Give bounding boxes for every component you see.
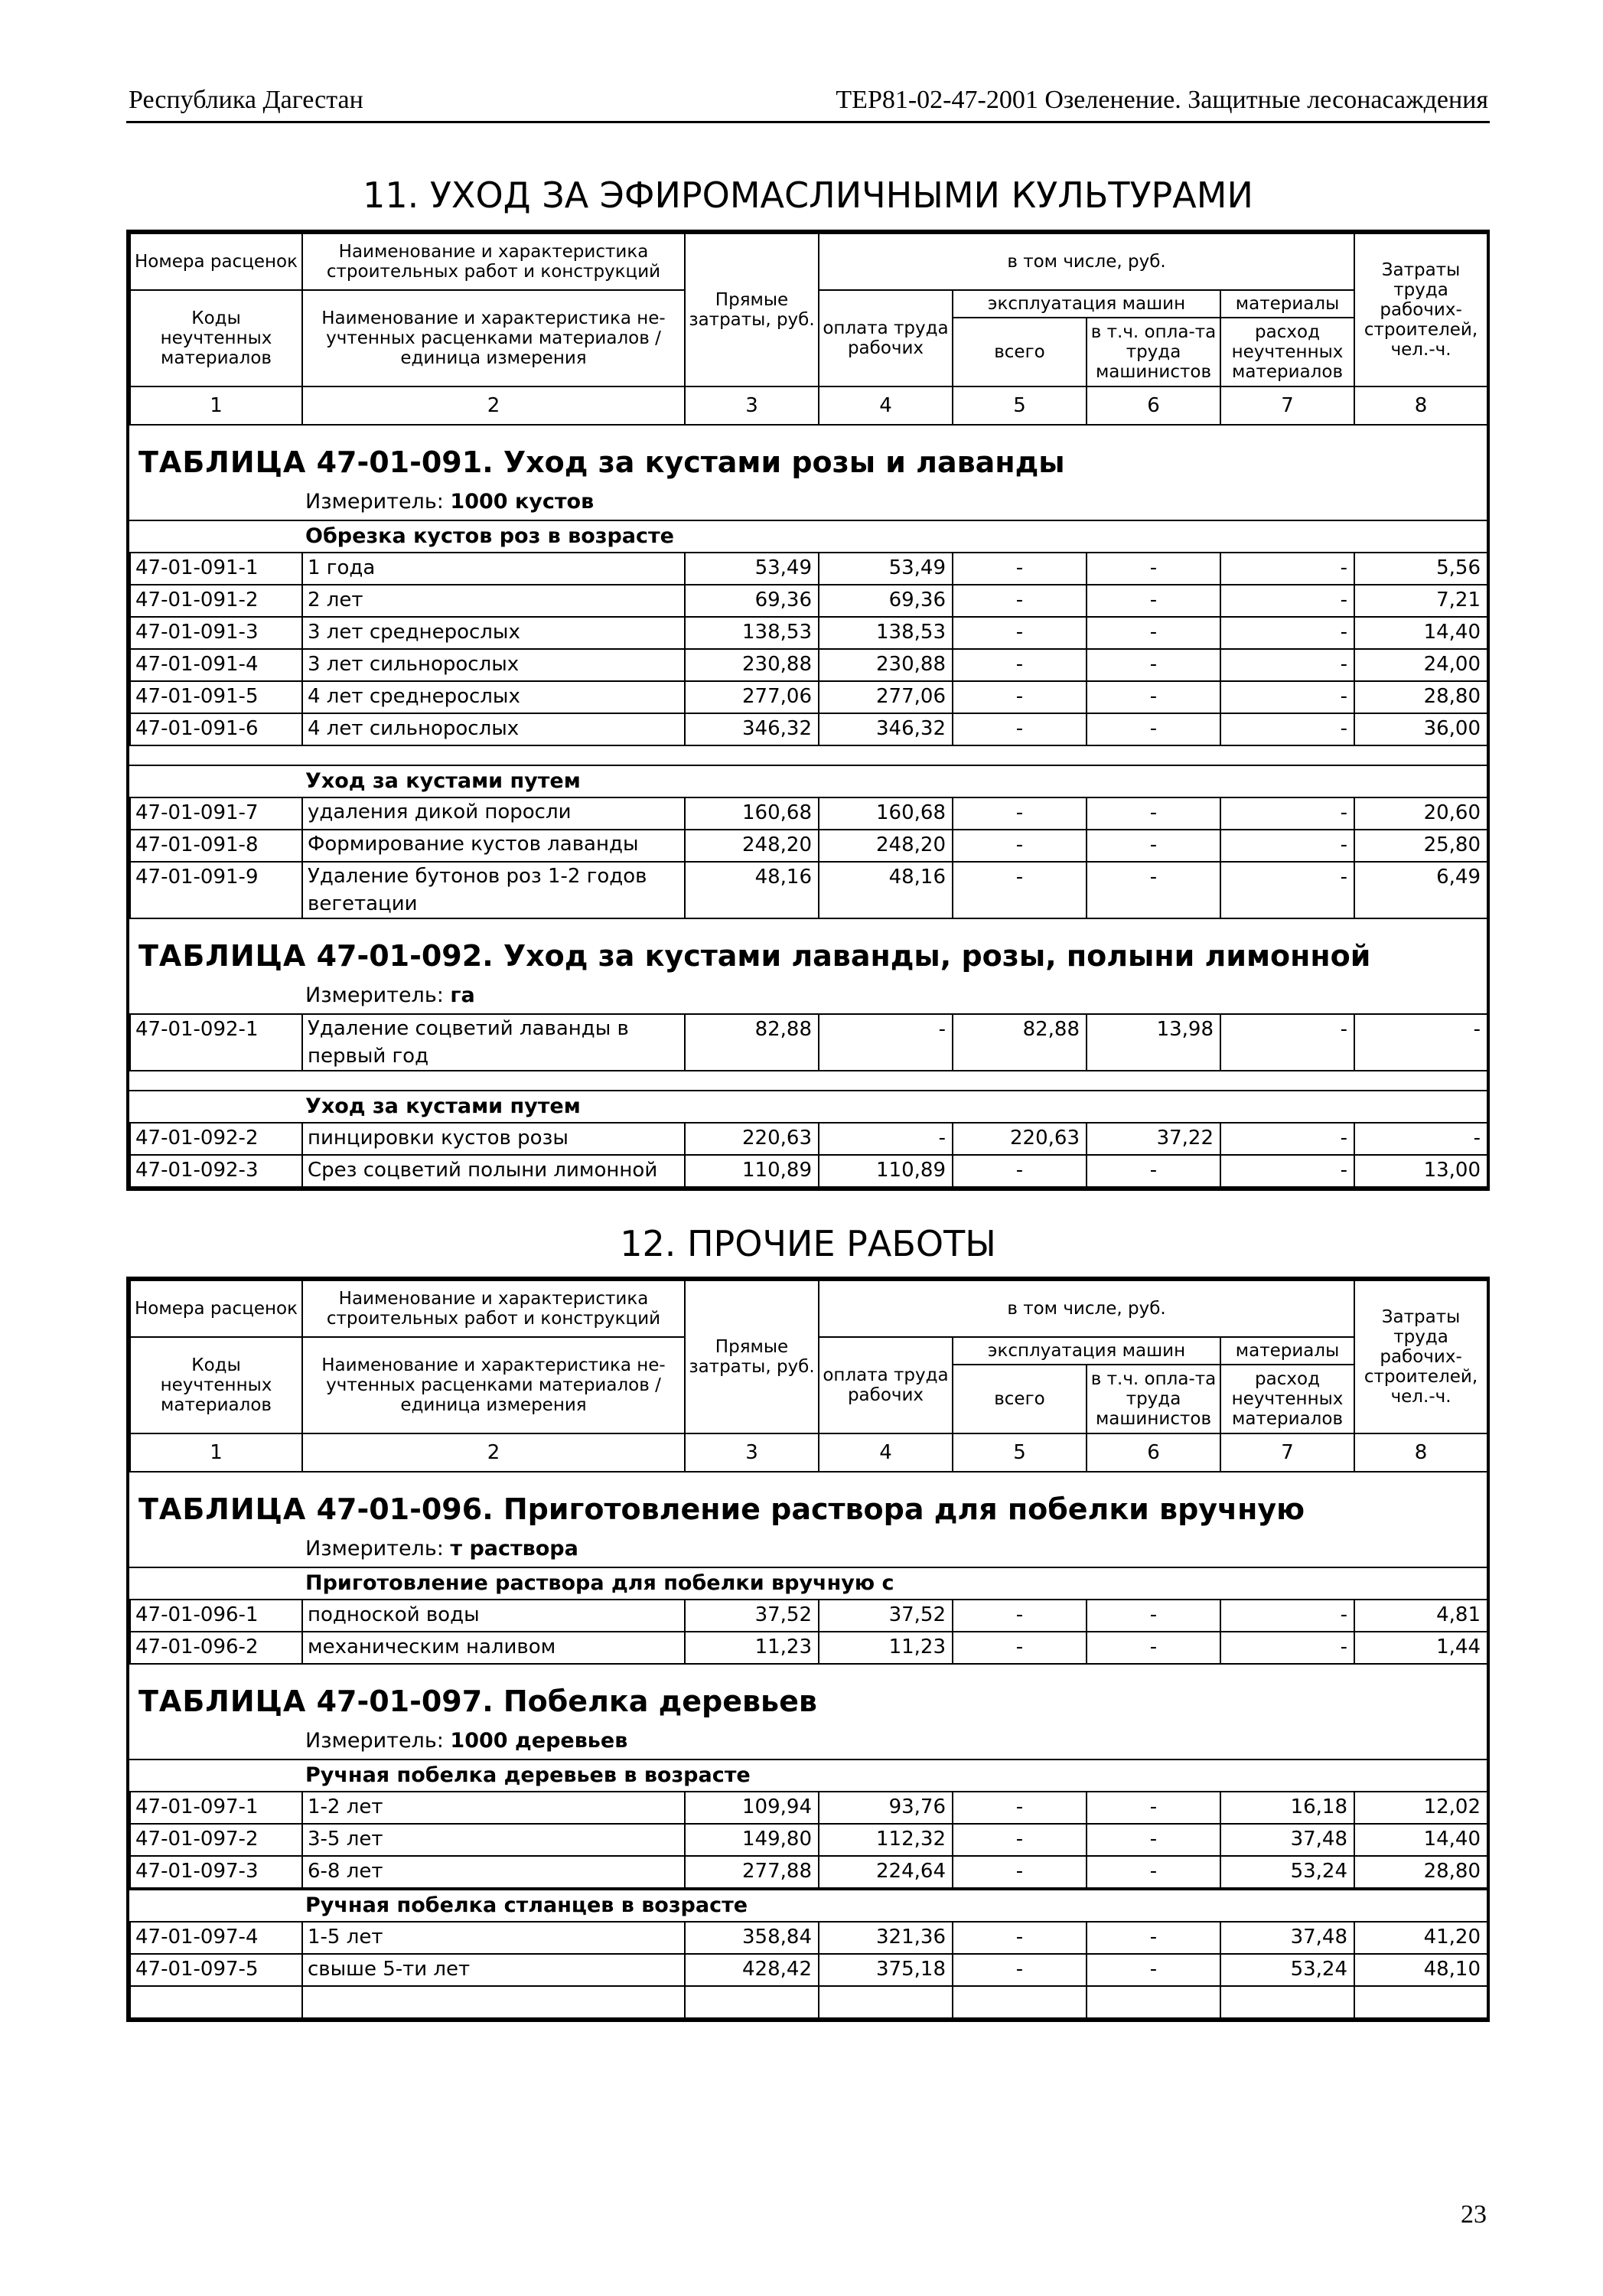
cell-machines-total: - (953, 681, 1087, 713)
table-row (130, 1856, 1487, 1888)
header-region: Республика Дагестан (129, 86, 363, 114)
cell-worker-pay: 93,76 (819, 1792, 953, 1824)
cell-direct-costs: 11,23 (685, 1632, 819, 1664)
table-47-01-092 (129, 919, 1487, 1188)
cell-operator-pay: - (1087, 1856, 1220, 1888)
cell-work-name: 3 лет сильнорослых (302, 649, 685, 681)
cell-labor-costs: 36,00 (1354, 713, 1487, 745)
table-row (130, 1954, 1487, 1986)
cell-rate-code: 47-01-091-7 (130, 797, 302, 830)
column-number: 8 (1354, 386, 1487, 425)
cell-rate-code: 47-01-097-4 (130, 1922, 302, 1954)
cell-rate-code: 47-01-097-3 (130, 1856, 302, 1888)
section-11-table (126, 230, 1490, 1191)
column-number: 6 (1087, 1433, 1220, 1472)
cell-labor-costs: 28,80 (1354, 681, 1487, 713)
cell-labor-costs: 7,21 (1354, 585, 1487, 617)
cell-operator-pay: 13,98 (1087, 1014, 1220, 1071)
cell-rate-code: 47-01-091-6 (130, 713, 302, 745)
table-row (130, 553, 1487, 585)
table-47-01-091 (129, 426, 1487, 919)
cell-work-name: 4 лет сильнорослых (302, 713, 685, 745)
header-rate-numbers: Номера расценок (130, 233, 302, 290)
cell-operator-pay: - (1087, 1155, 1220, 1187)
cell-labor-costs: 14,40 (1354, 1824, 1487, 1856)
column-number: 2 (302, 386, 685, 425)
subheading: Ручная побелка деревьев в возрасте (129, 1759, 1487, 1791)
cell-rate-code: 47-01-097-1 (130, 1792, 302, 1824)
cell-worker-pay: 230,88 (819, 649, 953, 681)
cell-machines-total: - (953, 585, 1087, 617)
cell-worker-pay: 321,36 (819, 1922, 953, 1954)
cell-work-name: Удаление бутонов роз 1-2 годов вегетации (302, 862, 685, 918)
cell-work-name: 2 лет (302, 585, 685, 617)
cell-labor-costs: - (1354, 1123, 1487, 1155)
header-operator-pay: в т.ч. опла-та труда машинистов (1087, 318, 1220, 386)
cell-rate-code: 47-01-092-3 (130, 1155, 302, 1187)
header-materials: материалы (1220, 290, 1354, 318)
header-material-name: Наименование и характеристика не-учтенных расценками материалов / единица измерения (302, 1337, 685, 1433)
cell-material-consumption: 37,48 (1220, 1824, 1354, 1856)
header-direct-costs: Прямые затраты, руб. (685, 233, 819, 386)
empty-cell (1220, 1986, 1354, 2018)
cell-machines-total: - (953, 1600, 1087, 1632)
column-number: 5 (953, 386, 1087, 425)
column-number: 7 (1220, 386, 1354, 425)
cell-work-name: Удаление соцветий лаванды в первый год (302, 1014, 685, 1071)
cell-worker-pay: 112,32 (819, 1824, 953, 1856)
cell-machines-total: - (953, 553, 1087, 585)
cell-direct-costs: 37,52 (685, 1600, 819, 1632)
cell-material-consumption: - (1220, 1632, 1354, 1664)
cell-labor-costs: 5,56 (1354, 553, 1487, 585)
table-row (130, 1014, 1487, 1071)
column-number: 8 (1354, 1433, 1487, 1472)
cell-machines-total: 82,88 (953, 1014, 1087, 1071)
cell-material-consumption: - (1220, 830, 1354, 862)
subheading: Уход за кустами путем (129, 765, 1487, 797)
cell-operator-pay: 37,22 (1087, 1123, 1220, 1155)
table-row-empty (130, 1986, 1487, 2018)
cell-work-name: 1 года (302, 553, 685, 585)
column-header (129, 233, 1488, 426)
column-number: 3 (685, 1433, 819, 1472)
cell-rate-code: 47-01-097-5 (130, 1954, 302, 1986)
cell-direct-costs: 82,88 (685, 1014, 819, 1071)
cell-direct-costs: 109,94 (685, 1792, 819, 1824)
empty-cell (130, 1986, 302, 2018)
cell-worker-pay: 160,68 (819, 797, 953, 830)
cell-machines-total: - (953, 713, 1087, 745)
cell-material-consumption: - (1220, 1014, 1354, 1071)
cell-material-consumption: 53,24 (1220, 1856, 1354, 1888)
cell-rate-code: 47-01-092-2 (130, 1123, 302, 1155)
table-row (130, 1600, 1487, 1632)
cell-work-name: 6-8 лет (302, 1856, 685, 1888)
table-row (130, 797, 1487, 830)
cell-operator-pay: - (1087, 617, 1220, 649)
cell-work-name: свыше 5-ти лет (302, 1954, 685, 1986)
cell-work-name: Формирование кустов лаванды (302, 830, 685, 862)
cell-worker-pay: 11,23 (819, 1632, 953, 1664)
cell-worker-pay: 224,64 (819, 1856, 953, 1888)
column-number: 1 (130, 386, 302, 425)
header-materials: материалы (1220, 1337, 1354, 1365)
table-row (130, 862, 1487, 918)
cell-labor-costs: 14,40 (1354, 617, 1487, 649)
cell-material-consumption: 37,48 (1220, 1922, 1354, 1954)
cell-material-consumption: 53,24 (1220, 1954, 1354, 1986)
cell-operator-pay: - (1087, 681, 1220, 713)
table-title: ТАБЛИЦА 47-01-091. Уход за кустами розы и лаванды (138, 445, 1065, 479)
cell-work-name: пинцировки кустов розы (302, 1123, 685, 1155)
column-number: 4 (819, 386, 953, 425)
cell-direct-costs: 48,16 (685, 862, 819, 918)
column-number: 5 (953, 1433, 1087, 1472)
cell-labor-costs: 41,20 (1354, 1922, 1487, 1954)
table-47-01-097 (129, 1665, 1487, 2019)
empty-cell (1087, 1986, 1220, 2018)
cell-material-consumption: - (1220, 681, 1354, 713)
cell-direct-costs: 277,06 (685, 681, 819, 713)
cell-direct-costs: 277,88 (685, 1856, 819, 1888)
cell-worker-pay: 248,20 (819, 830, 953, 862)
table-47-01-096 (129, 1473, 1487, 1665)
cell-work-name: механическим наливом (302, 1632, 685, 1664)
cell-direct-costs: 149,80 (685, 1824, 819, 1856)
cell-operator-pay: - (1087, 585, 1220, 617)
cell-material-consumption: - (1220, 649, 1354, 681)
cell-rate-code: 47-01-091-5 (130, 681, 302, 713)
cell-direct-costs: 160,68 (685, 797, 819, 830)
table-row (130, 617, 1487, 649)
cell-machines-total: - (953, 617, 1087, 649)
header-labor-costs: Затраты труда рабочих-строителей, чел.-ч. (1354, 1280, 1487, 1433)
header-including: в том числе, руб. (819, 1280, 1354, 1337)
column-number: 6 (1087, 386, 1220, 425)
cell-direct-costs: 69,36 (685, 585, 819, 617)
cell-machines-total: - (953, 1792, 1087, 1824)
cell-labor-costs: 24,00 (1354, 649, 1487, 681)
cell-direct-costs: 346,32 (685, 713, 819, 745)
empty-cell (685, 1986, 819, 2018)
table-title: ТАБЛИЦА 47-01-097. Побелка деревьев (138, 1684, 817, 1718)
cell-rate-code: 47-01-097-2 (130, 1824, 302, 1856)
rows-table (129, 1921, 1488, 2019)
header-material-consumption: расход неучтенных материалов (1220, 318, 1354, 386)
cell-material-consumption: - (1220, 1600, 1354, 1632)
rows-table (129, 797, 1488, 919)
cell-work-name: Срез соцветий полыни лимонной (302, 1155, 685, 1187)
header-labor-costs: Затраты труда рабочих-строителей, чел.-ч. (1354, 233, 1487, 386)
cell-worker-pay: 48,16 (819, 862, 953, 918)
section-12-table (126, 1277, 1490, 2022)
table-row (130, 1632, 1487, 1664)
table-row (130, 1922, 1487, 1954)
cell-worker-pay: - (819, 1123, 953, 1155)
cell-work-name: подноской воды (302, 1600, 685, 1632)
header-including: в том числе, руб. (819, 233, 1354, 290)
empty-cell (1354, 1986, 1487, 2018)
header-material-codes: Коды неучтенных материалов (130, 290, 302, 386)
cell-direct-costs: 248,20 (685, 830, 819, 862)
cell-work-name: удаления дикой поросли (302, 797, 685, 830)
column-header (129, 1280, 1487, 1473)
header-machines-total: всего (953, 1365, 1087, 1433)
subheading: Обрезка кустов роз в возрасте (129, 520, 1487, 552)
header-machines: эксплуатация машин (953, 290, 1220, 318)
measure-unit: Измеритель: т раствора (305, 1537, 578, 1561)
cell-worker-pay: 37,52 (819, 1600, 953, 1632)
header-worker-pay: оплата труда рабочих (819, 290, 953, 386)
rows-table (129, 1599, 1488, 1665)
header-rate-numbers: Номера расценок (130, 1280, 302, 1337)
column-number: 4 (819, 1433, 953, 1472)
cell-machines-total: - (953, 862, 1087, 918)
cell-material-consumption: 16,18 (1220, 1792, 1354, 1824)
cell-labor-costs: 28,80 (1354, 1856, 1487, 1888)
column-number: 7 (1220, 1433, 1354, 1472)
cell-rate-code: 47-01-096-2 (130, 1632, 302, 1664)
header-worker-pay: оплата труда рабочих (819, 1337, 953, 1433)
cell-operator-pay: - (1087, 553, 1220, 585)
cell-worker-pay: 53,49 (819, 553, 953, 585)
cell-work-name: 4 лет среднерослых (302, 681, 685, 713)
cell-rate-code: 47-01-091-2 (130, 585, 302, 617)
cell-labor-costs: 48,10 (1354, 1954, 1487, 1986)
column-header (129, 1280, 1488, 1473)
cell-material-consumption: - (1220, 713, 1354, 745)
cell-worker-pay: 375,18 (819, 1954, 953, 1986)
section-12-title: 12. ПРОЧИЕ РАБОТЫ (620, 1223, 996, 1264)
cell-direct-costs: 138,53 (685, 617, 819, 649)
cell-operator-pay: - (1087, 830, 1220, 862)
header-work-name: Наименование и характеристика строительных работ и конструкций (302, 233, 685, 290)
cell-worker-pay: - (819, 1014, 953, 1071)
measure-unit: Измеритель: 1000 кустов (305, 490, 595, 514)
rows-table (129, 552, 1488, 746)
table-row (130, 1123, 1487, 1155)
table-row (130, 830, 1487, 862)
cell-direct-costs: 110,89 (685, 1155, 819, 1187)
table-row (130, 713, 1487, 745)
cell-labor-costs: 1,44 (1354, 1632, 1487, 1664)
rows-table (129, 1013, 1488, 1071)
cell-machines-total: - (953, 1824, 1087, 1856)
cell-rate-code: 47-01-096-1 (130, 1600, 302, 1632)
header-document-title: ТЕР81-02-47-2001 Озеленение. Защитные лесонасаждения (836, 86, 1488, 114)
cell-rate-code: 47-01-092-1 (130, 1014, 302, 1071)
cell-work-name: 3-5 лет (302, 1824, 685, 1856)
table-title: ТАБЛИЦА 47-01-096. Приготовление раствора для побелки вручную (138, 1492, 1305, 1526)
header-machines: эксплуатация машин (953, 1337, 1220, 1365)
table-row (130, 1155, 1487, 1187)
header-operator-pay: в т.ч. опла-та труда машинистов (1087, 1365, 1220, 1433)
cell-direct-costs: 220,63 (685, 1123, 819, 1155)
subheading: Уход за кустами путем (129, 1090, 1487, 1122)
cell-labor-costs: 4,81 (1354, 1600, 1487, 1632)
measure-unit: Измеритель: 1000 деревьев (305, 1729, 628, 1753)
cell-material-consumption: - (1220, 585, 1354, 617)
table-row (130, 1824, 1487, 1856)
cell-material-consumption: - (1220, 553, 1354, 585)
rows-table (129, 1791, 1488, 1889)
subheading: Приготовление раствора для побелки вручную с (129, 1567, 1487, 1599)
empty-cell (953, 1986, 1087, 2018)
cell-operator-pay: - (1087, 797, 1220, 830)
cell-operator-pay: - (1087, 1922, 1220, 1954)
table-row (130, 681, 1487, 713)
cell-labor-costs: 25,80 (1354, 830, 1487, 862)
cell-labor-costs: - (1354, 1014, 1487, 1071)
table-row (130, 649, 1487, 681)
cell-work-name: 1-5 лет (302, 1922, 685, 1954)
cell-operator-pay: - (1087, 1600, 1220, 1632)
header-material-codes: Коды неучтенных материалов (130, 1337, 302, 1433)
cell-material-consumption: - (1220, 797, 1354, 830)
empty-cell (819, 1986, 953, 2018)
cell-machines-total: - (953, 1922, 1087, 1954)
cell-material-consumption: - (1220, 862, 1354, 918)
table-row (130, 585, 1487, 617)
cell-rate-code: 47-01-091-9 (130, 862, 302, 918)
cell-material-consumption: - (1220, 1155, 1354, 1187)
cell-labor-costs: 6,49 (1354, 862, 1487, 918)
column-number: 3 (685, 386, 819, 425)
cell-machines-total: - (953, 1954, 1087, 1986)
cell-work-name: 3 лет среднерослых (302, 617, 685, 649)
header-work-name: Наименование и характеристика строительных работ и конструкций (302, 1280, 685, 1337)
cell-machines-total: - (953, 1632, 1087, 1664)
page-number: 23 (1461, 2200, 1487, 2229)
table-title: ТАБЛИЦА 47-01-092. Уход за кустами лаванды, розы, полыни лимонной (138, 939, 1371, 973)
subheading: Ручная побелка стланцев в возрасте (129, 1889, 1487, 1921)
rows-table (129, 1122, 1488, 1188)
cell-operator-pay: - (1087, 1954, 1220, 1986)
cell-machines-total: - (953, 649, 1087, 681)
header-direct-costs: Прямые затраты, руб. (685, 1280, 819, 1433)
empty-cell (302, 1986, 685, 2018)
cell-direct-costs: 428,42 (685, 1954, 819, 1986)
cell-rate-code: 47-01-091-8 (130, 830, 302, 862)
cell-labor-costs: 12,02 (1354, 1792, 1487, 1824)
header-material-consumption: расход неучтенных материалов (1220, 1365, 1354, 1433)
cell-worker-pay: 277,06 (819, 681, 953, 713)
cell-machines-total: 220,63 (953, 1123, 1087, 1155)
cell-work-name: 1-2 лет (302, 1792, 685, 1824)
table-row (130, 1792, 1487, 1824)
header-rule (126, 121, 1490, 123)
column-number: 2 (302, 1433, 685, 1472)
cell-material-consumption: - (1220, 617, 1354, 649)
header-material-name: Наименование и характеристика не-учтенных расценками материалов / единица измерения (302, 290, 685, 386)
header-machines-total: всего (953, 318, 1087, 386)
cell-rate-code: 47-01-091-4 (130, 649, 302, 681)
cell-direct-costs: 230,88 (685, 649, 819, 681)
cell-rate-code: 47-01-091-1 (130, 553, 302, 585)
cell-worker-pay: 110,89 (819, 1155, 953, 1187)
section-11-title: 11. УХОД ЗА ЭФИРОМАСЛИЧНЫМИ КУЛЬТУРАМИ (363, 174, 1253, 216)
cell-direct-costs: 358,84 (685, 1922, 819, 1954)
cell-operator-pay: - (1087, 1632, 1220, 1664)
cell-machines-total: - (953, 1856, 1087, 1888)
cell-worker-pay: 69,36 (819, 585, 953, 617)
cell-machines-total: - (953, 830, 1087, 862)
cell-direct-costs: 53,49 (685, 553, 819, 585)
cell-worker-pay: 346,32 (819, 713, 953, 745)
column-number: 1 (130, 1433, 302, 1472)
cell-operator-pay: - (1087, 1824, 1220, 1856)
cell-machines-total: - (953, 797, 1087, 830)
cell-operator-pay: - (1087, 862, 1220, 918)
cell-operator-pay: - (1087, 1792, 1220, 1824)
cell-operator-pay: - (1087, 649, 1220, 681)
cell-rate-code: 47-01-091-3 (130, 617, 302, 649)
cell-worker-pay: 138,53 (819, 617, 953, 649)
cell-machines-total: - (953, 1155, 1087, 1187)
cell-material-consumption: - (1220, 1123, 1354, 1155)
measure-unit: Измеритель: га (305, 983, 475, 1007)
cell-operator-pay: - (1087, 713, 1220, 745)
cell-labor-costs: 13,00 (1354, 1155, 1487, 1187)
cell-labor-costs: 20,60 (1354, 797, 1487, 830)
